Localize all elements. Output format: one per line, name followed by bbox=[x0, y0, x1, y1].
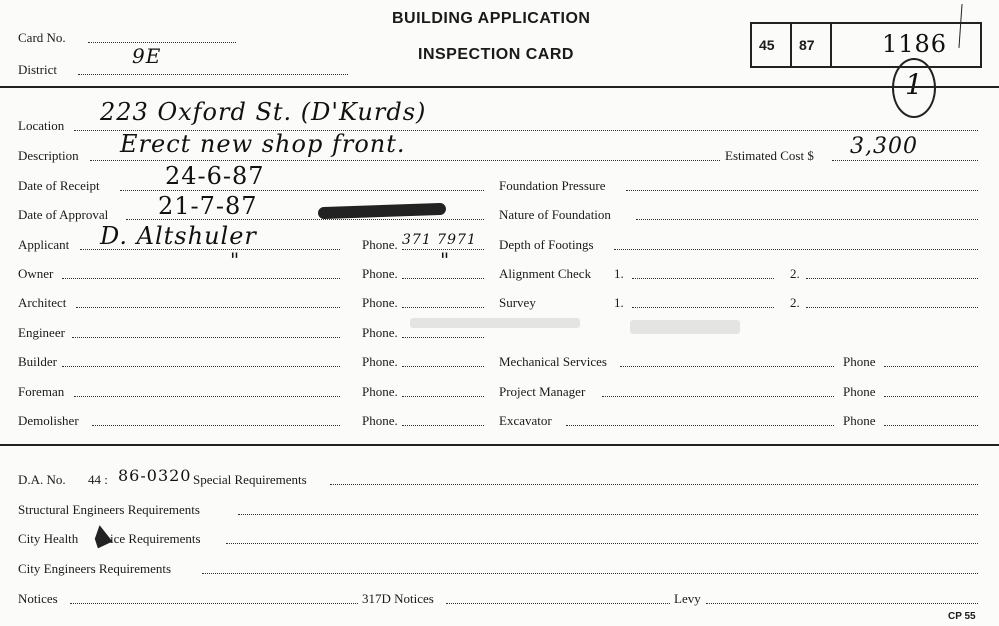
demolisher-label: Demolisher bbox=[18, 413, 79, 428]
city-engineers-field bbox=[202, 573, 978, 574]
foreman-phone-field bbox=[402, 396, 484, 397]
mechanical-field bbox=[620, 366, 834, 367]
owner-phone-ditto: " bbox=[440, 248, 451, 272]
project-manager-phone-label: Phone bbox=[843, 384, 876, 399]
architect-field bbox=[76, 307, 340, 308]
engineer-label: Engineer bbox=[18, 325, 65, 340]
da-no-label: D.A. No. bbox=[18, 472, 66, 487]
foreman-field bbox=[74, 396, 340, 397]
builder-phone-label: Phone. bbox=[362, 354, 398, 369]
architect-label: Architect bbox=[18, 295, 67, 310]
engineer-phone-label: Phone. bbox=[362, 325, 398, 340]
structural-field bbox=[238, 514, 978, 515]
section-rule bbox=[0, 444, 999, 446]
project-manager-phone-field bbox=[884, 396, 978, 397]
alignment-num-2: 2. bbox=[790, 266, 800, 281]
foundation-pressure-field bbox=[626, 190, 978, 191]
date-approval-label: Date of Approval bbox=[18, 207, 109, 222]
survey-label: Survey bbox=[499, 295, 536, 310]
engineer-field bbox=[72, 337, 340, 338]
erased-marks bbox=[410, 318, 580, 328]
depth-footings-field bbox=[614, 249, 978, 250]
survey-num-2: 2. bbox=[790, 295, 800, 310]
nature-foundation-label: Nature of Foundation bbox=[499, 207, 611, 222]
box-divider-1 bbox=[790, 22, 792, 68]
district-label: District bbox=[18, 62, 57, 77]
engineer-phone-field bbox=[402, 337, 484, 338]
owner-phone-label: Phone. bbox=[362, 266, 398, 281]
builder-phone-field bbox=[402, 366, 484, 367]
city-engineers-label: City Engineers Requirements bbox=[18, 561, 172, 576]
title-line1: BUILDING APPLICATION bbox=[392, 10, 591, 27]
excavator-label: Excavator bbox=[499, 413, 552, 428]
title-line2: INSPECTION CARD bbox=[418, 46, 574, 63]
da-no-value: 86-0320 bbox=[118, 466, 192, 485]
date-receipt-value: 24-6-87 bbox=[165, 162, 265, 190]
district-value: 9E bbox=[132, 44, 162, 68]
header-rule bbox=[0, 86, 999, 88]
notices-317d-field bbox=[446, 603, 670, 604]
box-divider-2 bbox=[830, 22, 832, 68]
project-manager-field bbox=[602, 396, 834, 397]
health-field bbox=[226, 543, 978, 544]
date-approval-value: 21-7-87 bbox=[158, 192, 258, 220]
form-code: CP 55 bbox=[948, 611, 976, 622]
applicant-label: Applicant bbox=[18, 237, 70, 252]
applicant-value: D. Altshuler bbox=[100, 222, 257, 250]
mechanical-phone-field bbox=[884, 366, 978, 367]
excavator-field bbox=[566, 425, 834, 426]
owner-field bbox=[62, 278, 340, 279]
scribbled-out-text bbox=[318, 203, 446, 219]
alignment-check-label: Alignment Check bbox=[499, 266, 592, 281]
box-value-3: 1186 bbox=[882, 30, 948, 58]
location-value: 223 Oxford St. (D'Kurds) bbox=[100, 98, 427, 126]
owner-ditto: " bbox=[230, 248, 241, 272]
survey-num-1: 1. bbox=[614, 295, 624, 310]
card-number-box bbox=[750, 22, 982, 68]
health-label: City Health bbox=[18, 531, 79, 546]
levy-label: Levy bbox=[674, 591, 701, 606]
structural-label: Structural Engineers Requirements bbox=[18, 502, 200, 517]
depth-footings-label: Depth of Footings bbox=[499, 237, 594, 252]
da-no-prefix: 44 : bbox=[88, 472, 108, 487]
project-manager-label: Project Manager bbox=[499, 384, 586, 399]
builder-label: Builder bbox=[18, 354, 57, 369]
location-label: Location bbox=[18, 118, 65, 133]
district-field bbox=[78, 74, 348, 75]
box-value-2: 87 bbox=[799, 37, 815, 53]
alignment-field-1 bbox=[632, 278, 774, 279]
description-field bbox=[90, 160, 720, 161]
excavator-phone-label: Phone bbox=[843, 413, 876, 428]
special-requirements-label: Special Requirements bbox=[193, 472, 307, 487]
foreman-label: Foreman bbox=[18, 384, 65, 399]
box-value-1: 45 bbox=[759, 37, 775, 53]
demolisher-field bbox=[92, 425, 340, 426]
special-requirements-field bbox=[330, 484, 978, 485]
architect-phone-field bbox=[402, 307, 484, 308]
alignment-num-1: 1. bbox=[614, 266, 624, 281]
estimated-cost-field bbox=[832, 160, 978, 161]
erased-marks-2 bbox=[630, 320, 740, 334]
foreman-phone-label: Phone. bbox=[362, 384, 398, 399]
health-label-rest: ice Requirements bbox=[110, 531, 201, 546]
notices-label: Notices bbox=[18, 591, 58, 606]
foundation-pressure-label: Foundation Pressure bbox=[499, 178, 606, 193]
description-value: Erect new shop front. bbox=[120, 130, 406, 158]
architect-phone-label: Phone. bbox=[362, 295, 398, 310]
notices-field bbox=[70, 603, 358, 604]
alignment-field-2 bbox=[806, 278, 978, 279]
owner-phone-field bbox=[402, 278, 484, 279]
applicant-phone-label: Phone. bbox=[362, 237, 398, 252]
notices-317d-label: 317D Notices bbox=[362, 591, 434, 606]
date-receipt-field bbox=[120, 190, 484, 191]
builder-field bbox=[62, 366, 340, 367]
owner-label: Owner bbox=[18, 266, 54, 281]
date-receipt-label: Date of Receipt bbox=[18, 178, 100, 193]
description-label: Description bbox=[18, 148, 79, 163]
card-no-label: Card No. bbox=[18, 30, 66, 45]
demolisher-phone-label: Phone. bbox=[362, 413, 398, 428]
mechanical-phone-label: Phone bbox=[843, 354, 876, 369]
demolisher-phone-field bbox=[402, 425, 484, 426]
excavator-phone-field bbox=[884, 425, 978, 426]
mechanical-label: Mechanical Services bbox=[499, 354, 607, 369]
estimated-cost-value: 3,300 bbox=[850, 134, 918, 159]
levy-field bbox=[706, 603, 978, 604]
card-no-field bbox=[88, 42, 236, 43]
applicant-phone-value: 371 7971 bbox=[402, 232, 477, 248]
survey-field-2 bbox=[806, 307, 978, 308]
circled-number-value: 1 bbox=[905, 68, 924, 101]
survey-field-1 bbox=[632, 307, 774, 308]
nature-foundation-field bbox=[636, 219, 978, 220]
estimated-cost-label: Estimated Cost $ bbox=[725, 148, 814, 163]
